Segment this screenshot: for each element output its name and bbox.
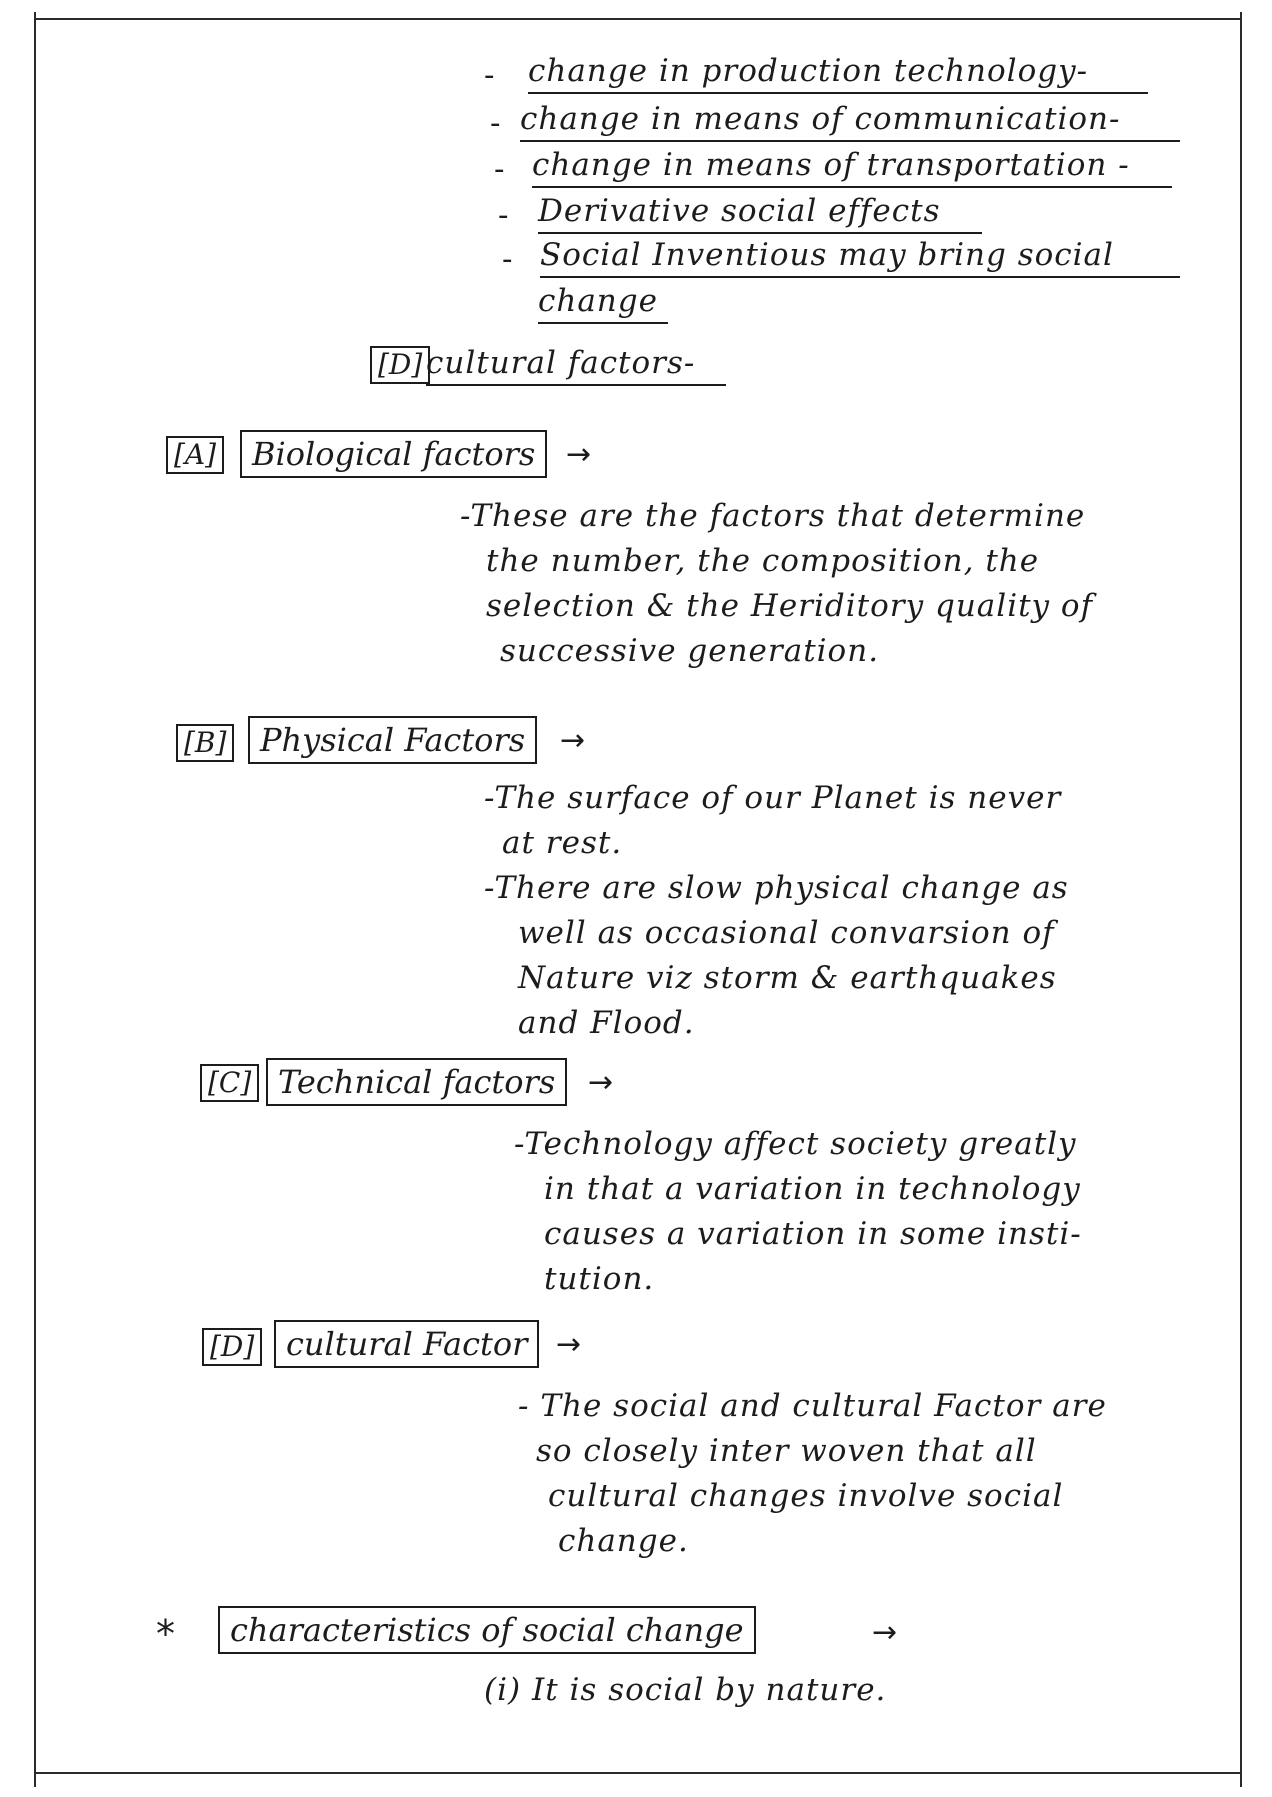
section-body <box>514 1122 1082 1302</box>
section-label: [B] <box>176 724 234 762</box>
body-line: so closely inter woven that all <box>536 1433 1037 1469</box>
section-body <box>460 494 1093 674</box>
list-item: Derivative social effects <box>538 192 982 234</box>
arrow-icon: → <box>556 1327 582 1362</box>
body-line: - The social and cultural Factor are <box>518 1388 1107 1424</box>
section-label: [C] <box>200 1064 259 1102</box>
intro-heading-title: cultural factors- <box>426 344 726 386</box>
list-item: change in production technology- <box>528 52 1148 94</box>
body-line: -Technology affect society greatly <box>514 1126 1077 1162</box>
page-border-top <box>34 18 1242 20</box>
list-item: (i) It is social by nature. <box>484 1672 887 1708</box>
body-line: tution. <box>544 1261 655 1297</box>
characteristics-list <box>484 1668 886 1713</box>
body-line: and Flood. <box>518 1005 695 1041</box>
section-title: Technical factors <box>266 1058 567 1106</box>
arrow-icon: → <box>560 723 586 758</box>
list-item: change in means of transportation - <box>532 146 1172 188</box>
list-item: change in means of communication- <box>520 100 1180 142</box>
body-line: the number, the composition, the <box>486 543 1040 579</box>
section-title: Biological factors <box>240 430 547 478</box>
body-line: at rest. <box>502 825 623 861</box>
body-line: -There are slow physical change as <box>484 870 1069 906</box>
body-line: successive generation. <box>500 633 880 669</box>
body-line: selection & the Heriditory quality of <box>486 588 1094 624</box>
list-dash: - <box>498 197 509 233</box>
asterisk-icon: * <box>156 1612 175 1656</box>
page-border-bottom <box>34 1772 1242 1774</box>
section-body <box>518 1384 1107 1564</box>
list-dash: - <box>494 151 505 187</box>
characteristics-title: characteristics of social change <box>218 1606 756 1654</box>
list-item: Social Inventious may bring social <box>540 236 1180 278</box>
arrow-icon: → <box>566 437 592 472</box>
section-title: Physical Factors <box>248 716 537 764</box>
section-label: [D] <box>202 1328 262 1366</box>
arrow-icon: → <box>588 1065 614 1100</box>
section-label: [A] <box>166 436 224 474</box>
list-dash: - <box>484 57 495 93</box>
body-line: -These are the factors that determine <box>460 498 1086 534</box>
body-line: change. <box>558 1523 689 1559</box>
arrow-icon: → <box>872 1615 898 1650</box>
section-title: cultural Factor <box>274 1320 539 1368</box>
list-dash: - <box>490 105 501 141</box>
body-line: Nature viz storm & earthquakes <box>518 960 1057 996</box>
page-border-left <box>34 12 36 1787</box>
list-dash: - <box>502 241 513 277</box>
body-line: -The surface of our Planet is never <box>484 780 1062 816</box>
body-line: well as occasional convarsion of <box>518 915 1055 951</box>
body-line: in that a variation in technology <box>544 1171 1081 1207</box>
list-item: change <box>538 282 668 324</box>
section-body <box>484 776 1069 1046</box>
body-line: causes a variation in some insti- <box>544 1216 1082 1252</box>
body-line: cultural changes involve social <box>548 1478 1064 1514</box>
intro-heading-label: [D] <box>370 346 430 384</box>
page-border-right <box>1240 12 1242 1787</box>
